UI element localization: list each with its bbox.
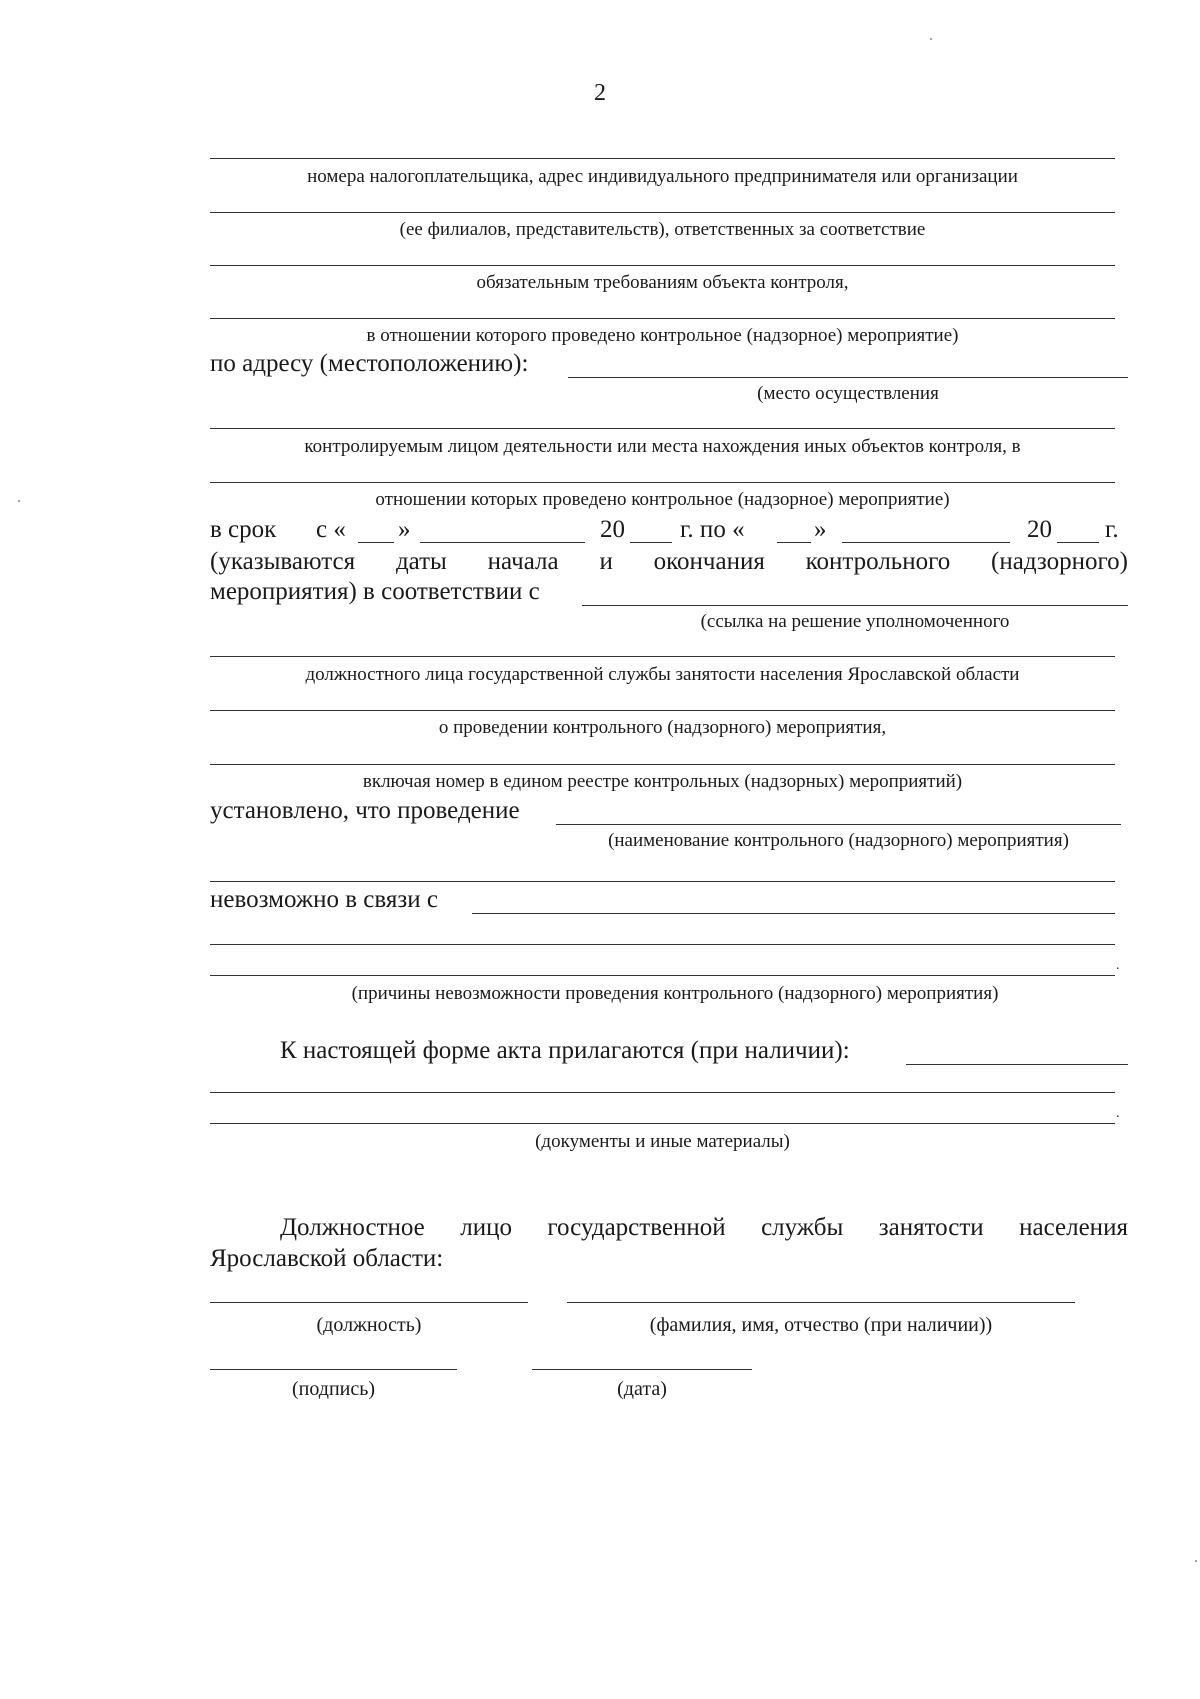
blank-line <box>210 944 1115 945</box>
day-from-blank <box>358 542 394 543</box>
established-blank <box>556 824 1121 825</box>
blank-line <box>210 975 1115 976</box>
official-line-2: Ярославской области: <box>210 1245 444 1272</box>
month-to-blank <box>842 542 1010 543</box>
caption-registry: включая номер в едином реестре контрольных (надзорных) мероприятий) <box>362 771 963 792</box>
accordance-label: мероприятия) в соответствии с <box>210 578 540 605</box>
attached-label: К настоящей форме акта прилагаются (при наличии): <box>280 1037 850 1064</box>
period-dot: . <box>1116 1106 1120 1121</box>
dates-note-word: окончания <box>653 548 765 575</box>
caption-branches: (ее филиалов, представительств), ответственных за соответствие <box>399 219 926 240</box>
year-prefix-from: 20 <box>600 516 625 543</box>
caption-position: (должность) <box>316 1314 422 1336</box>
caption-signature: (подпись) <box>291 1378 376 1400</box>
page-number: 2 <box>594 80 606 106</box>
to-label: г. по « <box>680 516 745 543</box>
address-blank <box>568 377 1128 378</box>
official-word: государственной <box>547 1214 726 1241</box>
dates-note-word: начала <box>487 548 559 575</box>
address-label: по адресу (местоположению): <box>210 350 529 377</box>
blank-line <box>210 656 1115 657</box>
caption-taxpayer-number: номера налогоплательщика, адрес индивидуального предпринимателя или организации <box>307 166 1018 187</box>
quote-close-2: » <box>814 516 827 543</box>
year-end-label: г. <box>1105 516 1119 543</box>
dates-note-word: (надзорного) <box>991 548 1128 575</box>
dates-note-word: даты <box>395 548 447 575</box>
accordance-blank <box>582 605 1128 606</box>
caption-full-name: (фамилия, имя, отчество (при наличии)) <box>649 1314 993 1336</box>
caption-mandatory: обязательным требованиям объекта контроля, <box>476 272 849 293</box>
official-word: службы <box>761 1214 844 1241</box>
official-word: Должностное <box>280 1214 425 1241</box>
attached-blank <box>906 1064 1128 1065</box>
impossible-blank <box>472 913 1115 914</box>
dates-note-word: и <box>599 548 613 575</box>
official-line-1 <box>280 1214 1128 1242</box>
scan-speck <box>18 500 20 502</box>
period-in-label: в срок <box>210 516 277 543</box>
caption-regarding-object: в отношении которого проведено контрольное (надзорное) мероприятие) <box>366 325 959 346</box>
blank-line <box>210 482 1115 483</box>
full-name-blank <box>567 1302 1075 1303</box>
blank-line <box>210 881 1115 882</box>
day-to-blank <box>777 542 811 543</box>
official-word: лицо <box>460 1214 512 1241</box>
quote-close-1: » <box>398 516 411 543</box>
month-from-blank <box>420 542 585 543</box>
blank-line <box>210 318 1115 319</box>
dates-note-word: (указываются <box>210 548 356 575</box>
blank-line <box>210 764 1115 765</box>
blank-line <box>210 158 1115 159</box>
blank-line <box>210 265 1115 266</box>
caption-about-event: о проведении контрольного (надзорного) мероприятия, <box>438 717 887 738</box>
caption-documents: (документы и иные материалы) <box>535 1131 790 1152</box>
caption-reasons: (причины невозможности проведения контрольного (надзорного) мероприятия) <box>351 983 999 1004</box>
impossible-label: невозможно в связи с <box>210 886 438 913</box>
caption-official-service: должностного лица государственной службы занятости населения Ярославской области <box>305 664 1020 685</box>
blank-line <box>210 1123 1115 1124</box>
caption-regarding-objects: отношении которых проведено контрольное (надзорное) мероприятие) <box>375 489 950 510</box>
blank-line <box>210 1092 1115 1093</box>
caption-controlled-activity: контролируемым лицом деятельности или места нахождения иных объектов контроля, в <box>304 436 1021 457</box>
established-label: установлено, что проведение <box>210 797 520 824</box>
caption-date: (дата) <box>617 1378 667 1400</box>
year-from-blank <box>630 542 672 543</box>
scan-speck <box>1195 1560 1197 1562</box>
dates-note-word: контрольного <box>805 548 951 575</box>
official-word: занятости <box>878 1214 984 1241</box>
scan-speck <box>930 38 932 40</box>
dates-note-line <box>210 548 1128 576</box>
blank-line <box>210 428 1115 429</box>
blank-line <box>210 710 1115 711</box>
year-prefix-to: 20 <box>1027 516 1052 543</box>
period-from-label: с « <box>316 516 346 543</box>
date-blank <box>532 1369 752 1370</box>
caption-event-name: (наименование контрольного (надзорного) мероприятия) <box>608 830 1069 851</box>
position-blank <box>210 1302 528 1303</box>
caption-decision-link: (ссылка на решение уполномоченного <box>700 611 1010 632</box>
blank-line <box>210 212 1115 213</box>
year-to-blank <box>1057 542 1099 543</box>
caption-place-of: (место осуществления <box>757 383 939 404</box>
signature-blank <box>210 1369 457 1370</box>
period-dot: . <box>1116 958 1120 973</box>
official-word: населения <box>1019 1214 1128 1241</box>
